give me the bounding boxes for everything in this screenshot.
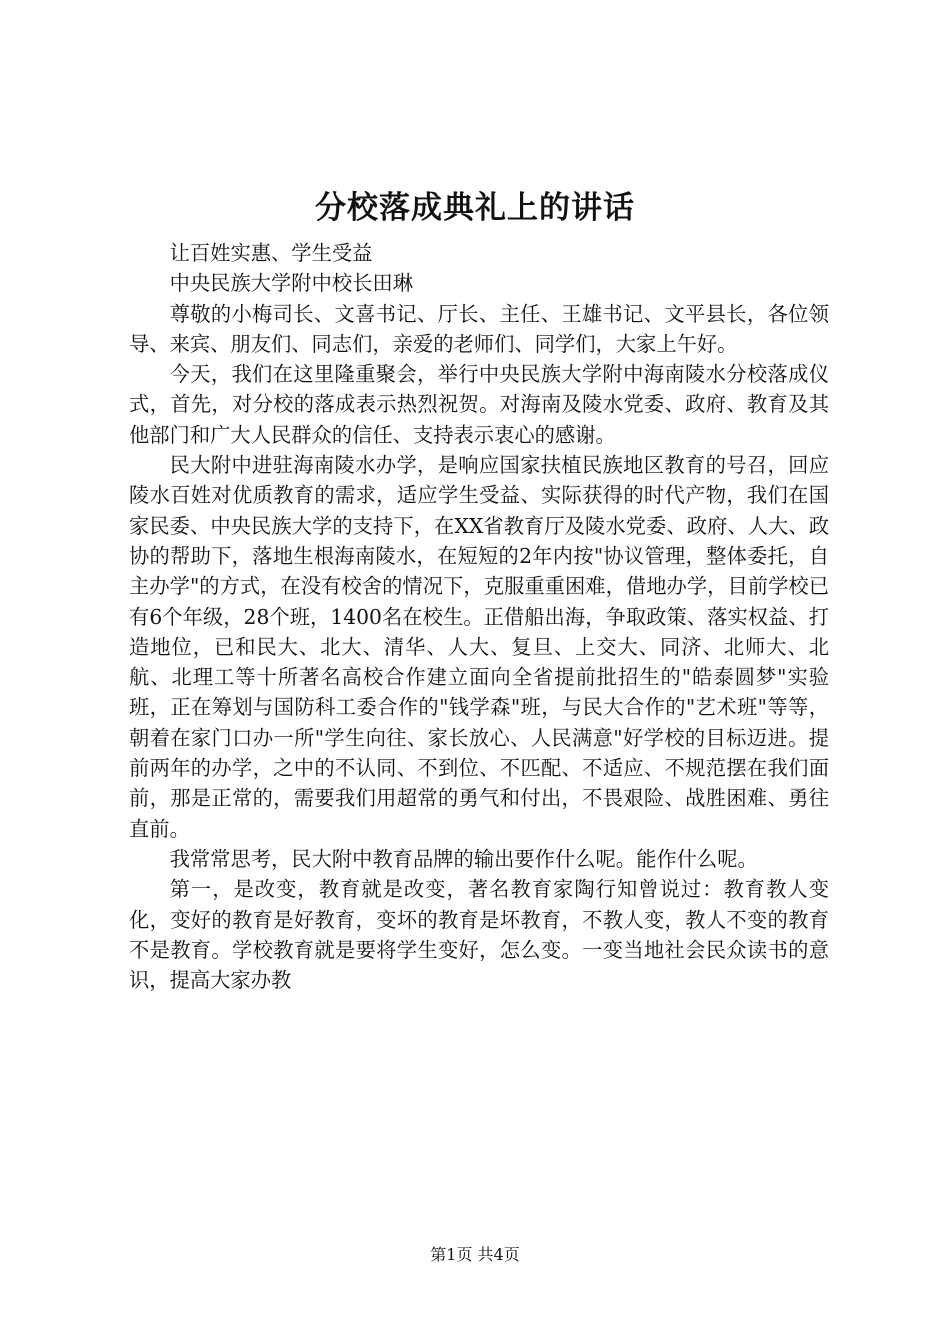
body-paragraph: 今天，我们在这里隆重聚会，举行中央民族大学附中海南陵水分校落成仪式，首先，对分校的落成表示热烈祝贺。对海南及陵水党委、政府、教育及其他部门和广大人民群众的信任、支持表示衷心的感谢。 (129, 362, 829, 447)
document-body (129, 238, 829, 995)
subtitle-paragraph: 让百姓实惠、学生受益 (169, 241, 373, 265)
body-paragraph: 我常常思考，民大附中教育品牌的输出要作什么呢。能作什么呢。 (169, 846, 758, 871)
document-title: 分校落成典礼上的讲话 (315, 190, 635, 226)
page-indicator: 第1页 共4页 (430, 1245, 520, 1264)
greeting-paragraph: 尊敬的小梅司长、文喜书记、厅长、主任、王雄书记、文平县长，各位领导、来宾、朋友们、同志们，亲爱的老师们、同学们，大家上午好。 (129, 301, 829, 356)
speaker-paragraph: 中央民族大学附中校长田琳 (169, 271, 413, 296)
body-paragraph: 民大附中进驻海南陵水办学，是响应国家扶植民族地区教育的号召，回应陵水百姓对优质教育的需求，适应学生受益、实际获得的时代产物，我们在国家民委、中央民族大学的支持下，在XX省教育厅及陵水党委、政府、人大、政协的帮助下，落地生根海南陵水，在短短的2年内按"协议管理，整体委托，自主办学"的方式，在没有校舍的情况下，克服重重困难，借地办学，目前学校已有6个年级，28个班，1400名在校生。正借船出海，争取政策、落实权益、打造地位，已和民大、北大、清华、人大、复旦、上交大、同济、北师大、北航、北理工等十所著名高校合作建立面向全省提前批招生的"皓泰圆梦"实验班，正在筹划与国防科工委合作的"钱学森"班，与民大合作的"艺术班"等等，朝着在家门口办一所"学生向往、家长放心、人民满意"好学校的目标迈进。提前两年的办学，之中的不认同、不到位、不匹配、不适应、不规范摆在我们面前，那是正常的，需要我们用超常的勇气和付出，不畏艰险、战胜困难、勇往直前。 (129, 453, 829, 841)
body-paragraph: 第一，是改变，教育就是改变，著名教育家陶行知曾说过：教育教人变化，变好的教育是好教育，变坏的教育是坏教育，不教人变，教人不变的教育不是教育。学校教育就是要将学生变好，怎么变。一变当地社会民众读书的意识，提高大家办教 (129, 877, 829, 993)
